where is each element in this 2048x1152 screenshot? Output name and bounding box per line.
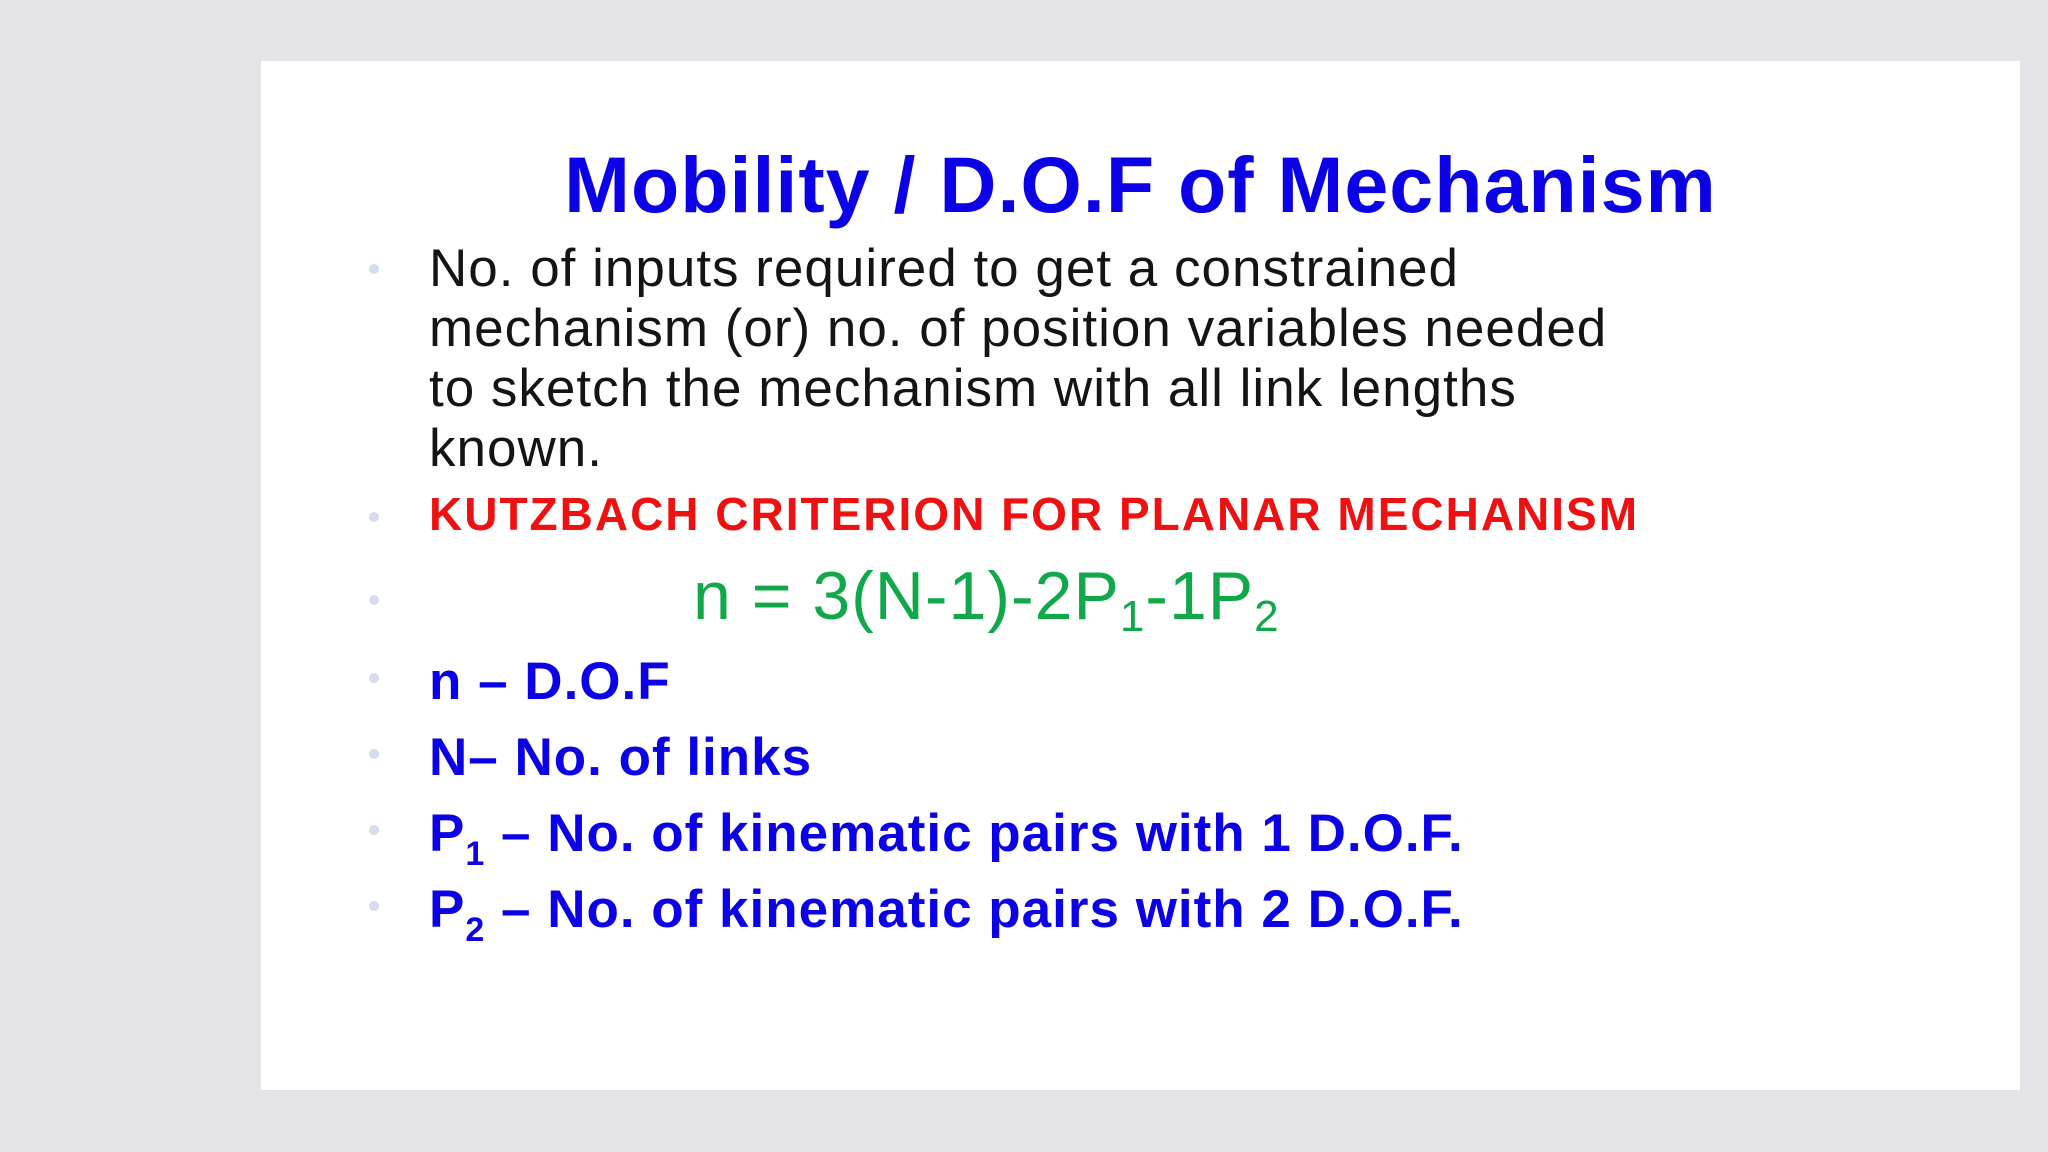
definition-symbol: P	[429, 804, 466, 863]
description-line: mechanism (or) no. of position variables needed	[429, 299, 1608, 358]
definition-symbol: N	[429, 728, 469, 787]
kutzbach-formula	[693, 557, 1280, 641]
bullet-dot	[369, 264, 389, 276]
formula-part: -1P	[1145, 558, 1255, 634]
definition-text: – No. of kinematic pairs with 2 D.O.F.	[485, 880, 1464, 939]
description-line: known.	[429, 419, 603, 478]
slide-title: Mobility / D.O.F of Mechanism	[564, 140, 1717, 229]
formula-part: n = 3(N-1)-2P	[693, 558, 1120, 634]
definition-N	[429, 727, 812, 788]
definition-subscript: 1	[465, 835, 486, 873]
bullet-dot	[369, 512, 389, 524]
bullet-dot	[369, 901, 389, 913]
definition-text: – D.O.F	[462, 652, 671, 711]
bullet-dot	[369, 595, 389, 607]
bullet-dot	[369, 673, 389, 685]
definition-symbol: P	[429, 880, 466, 939]
definition-subscript: 2	[465, 911, 486, 949]
description-line: No. of inputs required to get a constrained	[429, 239, 1459, 298]
bullet-dot	[369, 749, 389, 761]
slide	[261, 61, 2020, 1090]
description-line: to sketch the mechanism with all link lengths	[429, 359, 1517, 418]
definition-text: – No. of kinematic pairs with 1 D.O.F.	[485, 804, 1464, 863]
formula-subscript: 1	[1119, 592, 1146, 641]
criterion-heading: KUTZBACH CRITERION FOR PLANAR MECHANISM	[429, 488, 1640, 540]
definition-symbol: n	[429, 652, 463, 711]
definition-P2	[429, 879, 1464, 949]
definition-text: – No. of links	[468, 728, 813, 787]
bullet-dot	[369, 825, 389, 837]
definition-n	[429, 651, 671, 712]
description-text	[429, 239, 1607, 479]
definition-P1	[429, 803, 1464, 873]
formula-subscript: 2	[1254, 592, 1280, 641]
